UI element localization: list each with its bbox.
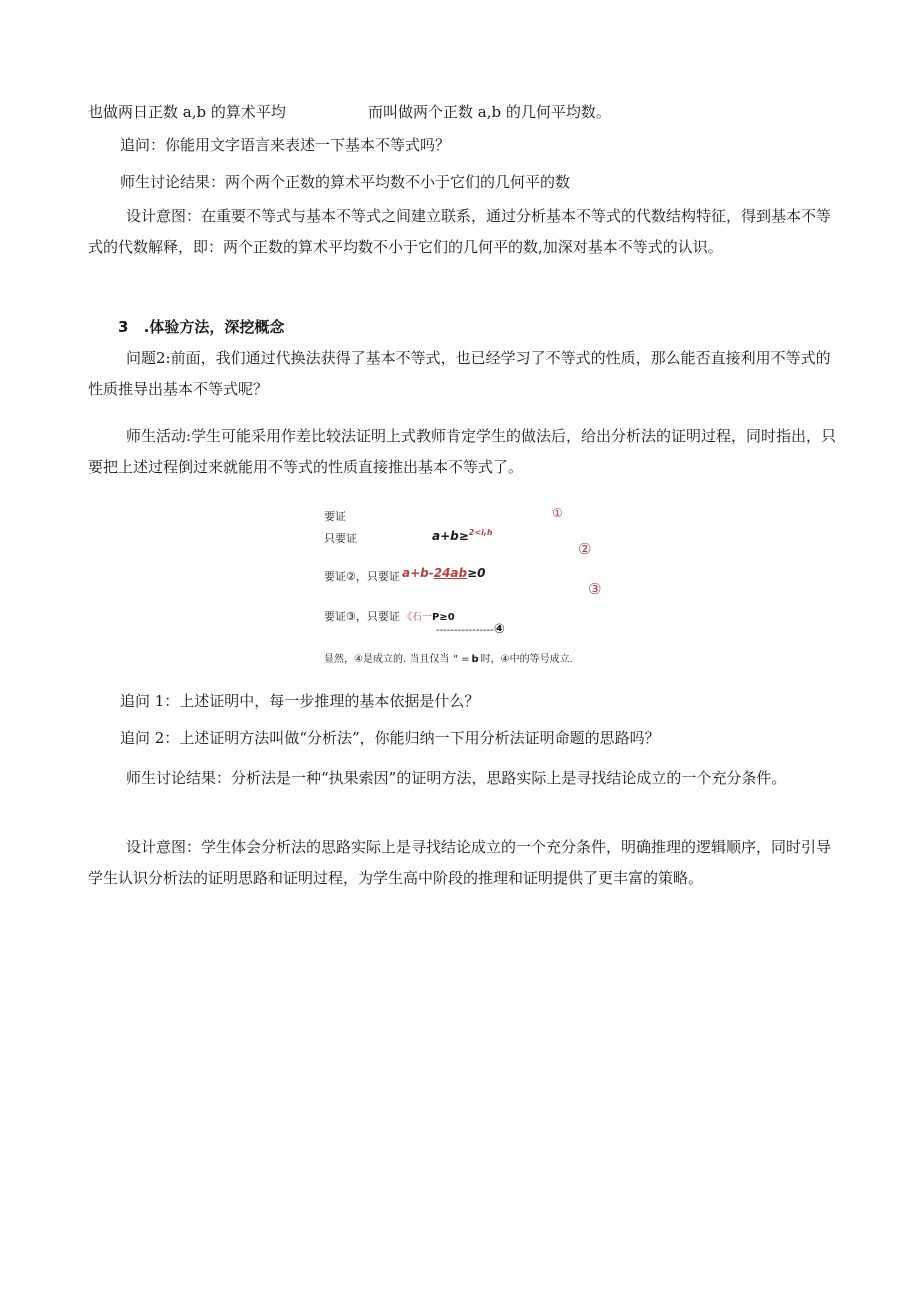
proof-mark-4: ④: [493, 622, 505, 637]
proof-mark-1: ①: [552, 506, 563, 520]
proof-row2-label: 只要证: [324, 532, 357, 545]
proof-row2-sup: 2<i,h: [468, 528, 493, 537]
proof-row5-dashes: ----------------④: [436, 622, 505, 637]
teacher-student-activity: 师生活动:学生可能采用作差比较法证明上式教师肯定学生的做法后，给出分析法的证明过程，同时指出，只要把上述过程倒过来就能用不等式的性质直接推出基本不等式了。: [88, 427, 837, 476]
design-intent-2: 设计意图：学生体会分析法的思路实际上是寻找结论成立的一个充分条件，明确推理的逻辑顺序，同时引导学生认识分析法的证明思路和证明过程，为学生高中阶段的推理和证明提供了更丰富的策略。: [88, 838, 832, 887]
proof-conclusion: 显然，④是成立的. 当且仅当 " = b 时，④中的等号成立.: [324, 654, 573, 665]
proof-row1-label: 要证: [324, 510, 346, 523]
proof-row3-label: 要证②，只要证: [324, 570, 400, 583]
proof-row3-formula: a+b-24ab≥0: [402, 566, 486, 580]
discussion-result-1: 师生讨论结果：两个两个正数的算术平均数不小于它们的几何平的数: [120, 173, 571, 191]
question-2: 问题2:前面，我们通过代换法获得了基本不等式，也已经学习了不等式的性质，那么能否直接利用不等式的性质推导出基本不等式呢？: [88, 349, 831, 398]
followup-question: 追问：你能用文字语言来表述一下基本不等式吗？: [120, 136, 451, 154]
proof-row4-label: 要证③，只要证: [324, 610, 400, 623]
design-intent-1: 设计意图：在重要不等式与基本不等式之间建立联系，通过分析基本不等式的代数结构特征，得到基本不等式的代数解释，即：两个正数的算术平均数不小于它们的几何平的数,加深对基本不等式的认识。: [88, 207, 832, 256]
opening-line: [88, 100, 611, 124]
followup-1: 追问 1：上述证明中，每一步推理的基本依据是什么？: [120, 692, 480, 710]
proof-row4-formula: 《石一P≥0: [402, 612, 455, 623]
section-title: .体验方法，深挖概念: [143, 318, 285, 336]
proof-mark-3: ③: [588, 580, 602, 598]
opening-line-part2: 而叫做两个正数 a,b 的几何平均数。: [368, 103, 611, 121]
section-number: 3: [118, 318, 129, 336]
proof-row2-formula: a+b≥$^{2<i,h}$: [432, 528, 493, 543]
proof-mark-2: ②: [578, 540, 592, 558]
discussion-result-2: 师生讨论结果：分析法是一种“执果索因”的证明方法，思路实际上是寻找结论成立的一个充分条件。: [126, 769, 787, 787]
followup-2: 追问 2：上述证明方法叫做“分析法”，你能归纳一下用分析法证明命题的思路吗？: [120, 729, 660, 747]
proof-figure: [320, 500, 620, 670]
section-heading: [118, 316, 284, 337]
opening-line-part1: 也做两日正数 a,b 的算术平均: [88, 103, 286, 121]
